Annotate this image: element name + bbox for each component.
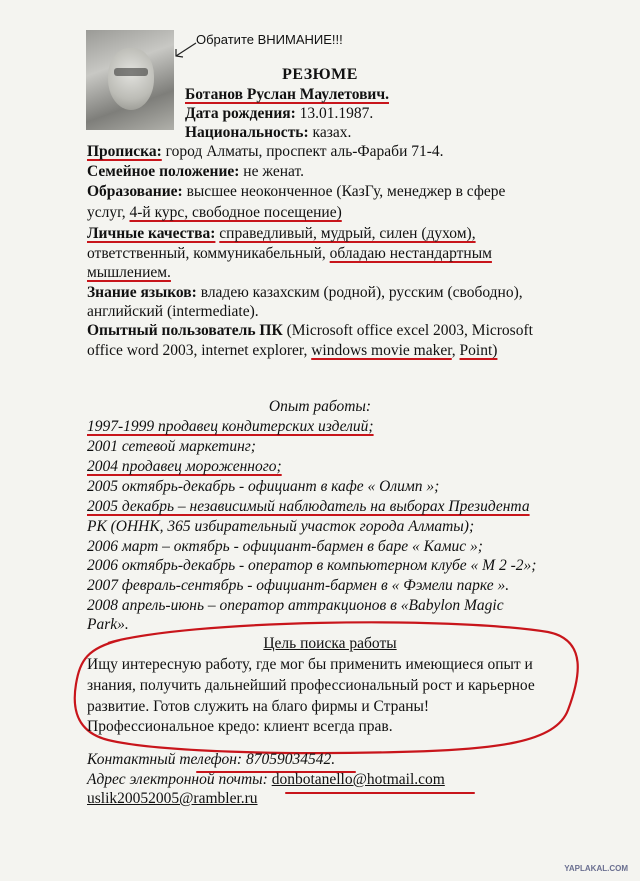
education-row bbox=[87, 183, 505, 201]
experience-line: Park». bbox=[87, 616, 129, 633]
experience-line: РК (ОННК, 365 избирательный участок города Алматы); bbox=[87, 518, 475, 535]
pc-value: (Microsoft office excel 2003, Microsoft bbox=[286, 322, 533, 339]
qualities-row-2 bbox=[87, 245, 492, 263]
experience-text: 2005 декабрь – независимый наблюдатель на выборах Президента bbox=[87, 498, 530, 515]
experience-text: 1997-1999 продавец кондитерских изделий; bbox=[87, 418, 374, 435]
birth-value: 13.01.1987. bbox=[299, 105, 374, 122]
goal-line: Ищу интересную работу, где мог бы применить имеющиеся опыт и bbox=[87, 656, 533, 673]
email-row-2 bbox=[87, 790, 258, 808]
phone-row bbox=[87, 751, 335, 769]
education-value: высшее неоконченное (КазГу, менеджер в сфере bbox=[186, 183, 506, 200]
phone-value: 87059034542. bbox=[245, 751, 336, 768]
attention-note: Обратите ВНИМАНИЕ!!! bbox=[196, 32, 343, 47]
education-label: Образование: bbox=[87, 183, 183, 200]
experience-line: 2006 октябрь-декабрь - оператор в компьютерном клубе « М 2 -2»; bbox=[87, 557, 537, 574]
email-row bbox=[87, 771, 445, 789]
nationality-value: казах. bbox=[312, 124, 352, 141]
experience-line bbox=[87, 418, 374, 436]
qualities-row-3 bbox=[87, 264, 171, 282]
qualities-row bbox=[87, 225, 476, 243]
registration-label: Прописка: bbox=[87, 143, 162, 160]
experience-line bbox=[87, 458, 282, 476]
experience-text: 2004 продавец мороженного; bbox=[87, 458, 282, 475]
family-value: не женат. bbox=[243, 163, 304, 180]
email-underline bbox=[285, 792, 475, 794]
qualities-value: справедливый, мудрый, силен (духом), bbox=[219, 225, 476, 242]
pc-value-2d: Point) bbox=[459, 342, 498, 359]
experience-line: 2005 октябрь-декабрь - официант в кафе « Олимп »; bbox=[87, 478, 440, 495]
watermark: YAPLAKAL.COM bbox=[564, 864, 628, 873]
pc-row bbox=[87, 322, 533, 340]
goal-line: Профессиональное кредо: клиент всегда прав. bbox=[87, 718, 393, 735]
experience-line bbox=[87, 498, 530, 516]
qualities-value-2b: обладаю нестандартным bbox=[329, 245, 492, 262]
email-label: Адрес электронной почты: bbox=[87, 771, 268, 788]
family-row bbox=[87, 163, 304, 181]
resume-title: РЕЗЮМЕ bbox=[282, 66, 358, 83]
education-value-2a: услуг, bbox=[87, 204, 126, 221]
goal-title bbox=[10, 635, 640, 653]
birth-date-row bbox=[185, 105, 373, 123]
goal-line: знания, получить дальнейший профессиональный рост и карьерное bbox=[87, 677, 535, 694]
qualities-value-2a: ответственный, коммуникабельный, bbox=[87, 245, 326, 262]
experience-line: 2006 март – октябрь - официант-бармен в баре « Камис »; bbox=[87, 538, 483, 555]
languages-value: владею казахским (родной), русским (свободно), bbox=[200, 284, 523, 301]
experience-line: 2007 февраль-сентябрь - официант-бармен в « Фэмели парке ». bbox=[87, 577, 510, 594]
experience-line: 2008 апрель-июнь – оператор аттракционов в «Babylon Magic bbox=[87, 597, 504, 614]
goal-title-text: Цель поиска работы bbox=[263, 635, 397, 652]
experience-title: Опыт работы: bbox=[268, 398, 372, 415]
nationality-label: Национальность: bbox=[185, 124, 309, 141]
goal-line: развитие. Готов служить на благо фирмы и Страны! bbox=[87, 698, 430, 715]
languages-row bbox=[87, 284, 523, 302]
pc-value-2b: windows movie maker bbox=[311, 342, 452, 359]
qualities-value-3: мышлением. bbox=[87, 264, 171, 281]
languages-value-2: английский (intermediate). bbox=[87, 303, 259, 320]
languages-row-2 bbox=[87, 303, 259, 321]
education-row-2 bbox=[87, 204, 342, 222]
nationality-row bbox=[185, 124, 351, 142]
pc-value-2a: office word 2003, internet explorer, bbox=[87, 342, 308, 359]
birth-label: Дата рождения: bbox=[185, 105, 296, 122]
pc-label: Опытный пользователь ПК bbox=[87, 322, 283, 339]
name-text: Ботанов Руслан Маулетович. bbox=[185, 86, 389, 103]
experience-line: 2001 сетевой маркетинг; bbox=[87, 438, 256, 455]
pc-value-2c: , bbox=[451, 342, 456, 359]
qualities-label: Личные качества: bbox=[87, 225, 216, 242]
registration-value: город Алматы, проспект аль-Фараби 71-4. bbox=[165, 143, 444, 160]
languages-label: Знание языков: bbox=[87, 284, 197, 301]
phone-label: Контактный телефон: bbox=[87, 751, 243, 768]
family-label: Семейное положение: bbox=[87, 163, 240, 180]
registration-row bbox=[87, 143, 444, 161]
education-value-2b: 4-й курс, свободное посещение) bbox=[129, 204, 342, 221]
full-name bbox=[185, 86, 389, 104]
email-link[interactable]: donbotanello@hotmail.com bbox=[271, 771, 445, 788]
pc-row-2 bbox=[87, 342, 497, 360]
email-link-2[interactable]: uslik20052005@rambler.ru bbox=[87, 790, 258, 807]
